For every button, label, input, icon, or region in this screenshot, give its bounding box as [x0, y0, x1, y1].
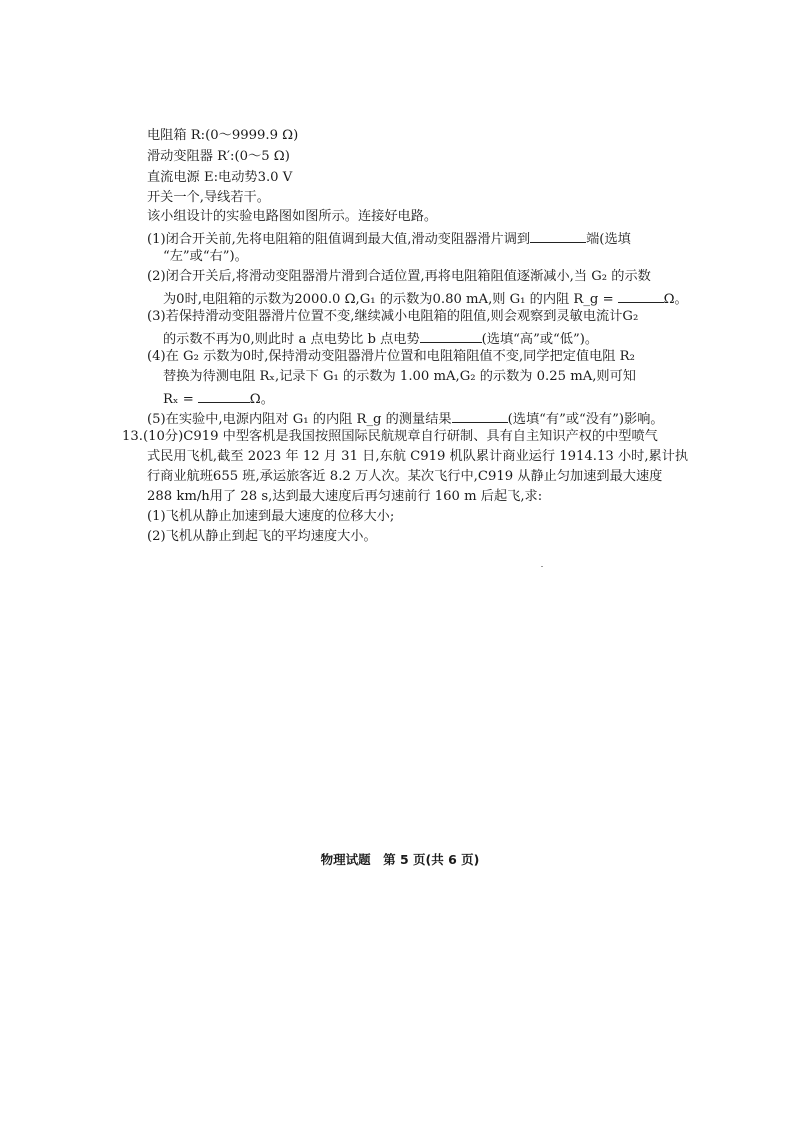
- answer-blank-2: [618, 288, 664, 303]
- scan-speck: [541, 566, 543, 567]
- equipment-power-supply: 直流电源 E:电动势3.0 V: [147, 170, 293, 185]
- answer-blank-5: [452, 408, 508, 423]
- answer-blank-1: [530, 228, 586, 243]
- q13-stem-line3: 行商业航班655 班,承运旅客近 8.2 万人次。某次飞行中,C919 从静止匀加速到最大速度: [147, 469, 663, 484]
- q12-part1-option: 端(选填: [586, 232, 631, 247]
- q12-part4-label: Rₓ =: [163, 392, 194, 407]
- q12-part5-text: (5)在实验中,电源内阻对 G₁ 的内阻 R_g 的测量结果: [147, 412, 452, 427]
- q12-part3-line1: (3)若保持滑动变阻器滑片位置不变,继续减小电阻箱的阻值,则会观察到灵敏电流计G₂: [147, 309, 639, 324]
- q12-part4-line3: [163, 388, 274, 409]
- q12-part3-text: 的示数不再为0,则此时 a 点电势比 b 点电势: [163, 332, 420, 347]
- q13-subquestion-2: (2)飞机从静止到起飞的平均速度大小。: [147, 529, 377, 544]
- q12-part4-line1: (4)在 G₂ 示数为0时,保持滑动变阻器滑片位置和电阻箱阻值不变,同学把定值电阻 R₂: [147, 349, 635, 364]
- q12-part2-line2: [163, 288, 688, 309]
- q13-stem-line4: 288 km/h用了 28 s,达到最大速度后再匀速前行 160 m 后起飞,求:: [147, 489, 543, 504]
- q12-part4-line2: 替换为待测电阻 Rₓ,记录下 G₁ 的示数为 1.00 mA,G₂ 的示数为 0.25 mA,则可知: [163, 369, 636, 384]
- q12-part1-line1: [147, 228, 631, 249]
- equipment-rheostat: 滑动变阻器 R′:(0～5 Ω): [147, 149, 290, 164]
- q12-part3-option: (选填“高”或“低”)。: [481, 332, 599, 347]
- q12-part5-option: (选填“有”或“没有”)影响。: [507, 412, 664, 427]
- circuit-intro: 该小组设计的实验电路图如图所示。连接好电路。: [147, 209, 438, 224]
- answer-blank-3: [420, 328, 482, 343]
- q12-part2-text: 为0时,电阻箱的示数为2000.0 Ω,G₁ 的示数为0.80 mA,则 G₁ 的内阻 R_g =: [163, 292, 614, 307]
- equipment-switch-wires: 开关一个,导线若干。: [147, 190, 270, 205]
- q12-part3-line2: [163, 328, 598, 349]
- answer-blank-4: [198, 388, 250, 403]
- q12-part2-unit: Ω。: [663, 292, 688, 307]
- q12-part2-line1: (2)闭合开关后,将滑动变阻器滑片滑到合适位置,再将电阻箱阻值逐渐减小,当 G₂ 的示数: [147, 269, 651, 284]
- q13-subquestion-1: (1)飞机从静止加速到最大速度的位移大小;: [147, 509, 395, 524]
- q13-stem-line1: 13.(10分)C919 中型客机是我国按照国际民航规章自行研制、具有自主知识产权的中型喷气: [122, 429, 658, 444]
- equipment-resistance-box: 电阻箱 R:(0～9999.9 Ω): [147, 128, 299, 143]
- q12-part4-unit: Ω。: [249, 392, 274, 407]
- page-footer: 物理试题 第 5 页(共 6 页): [320, 852, 480, 867]
- q13-stem-line2: 式民用飞机,截至 2023 年 12 月 31 日,东航 C919 机队累计商业运行 1914.13 小时,累计执: [147, 449, 689, 464]
- q12-part5-line1: [147, 408, 664, 429]
- q12-part1-line2: “左”或“右”)。: [163, 249, 248, 264]
- q12-part1-text: (1)闭合开关前,先将电阻箱的阻值调到最大值,滑动变阻器滑片调到: [147, 232, 531, 247]
